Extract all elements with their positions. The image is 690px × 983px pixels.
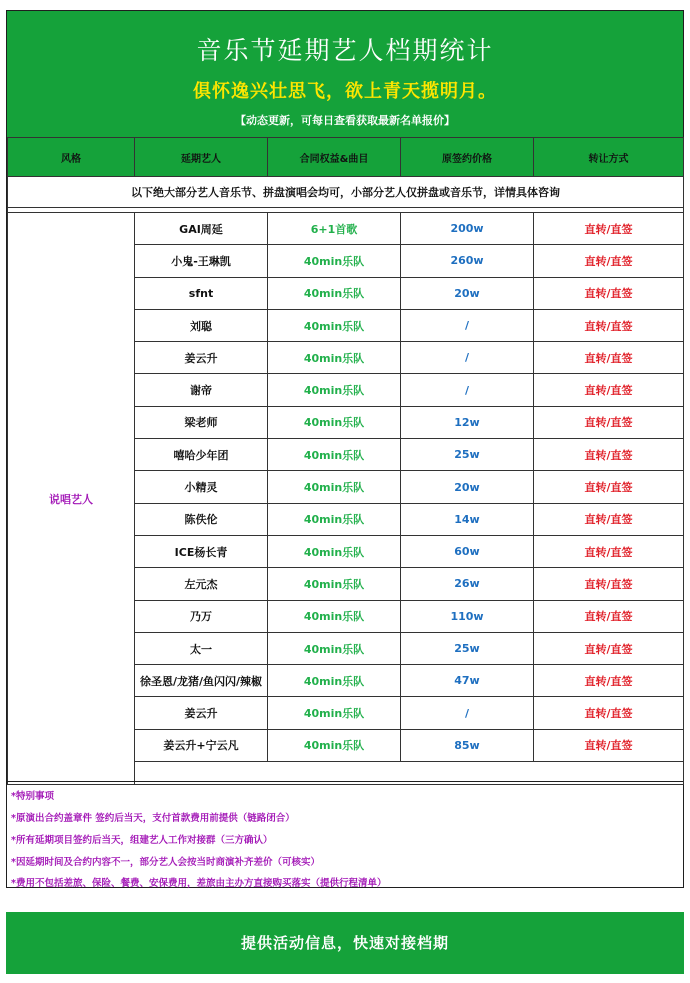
original-price: 110w xyxy=(401,600,534,632)
contract-content: 40min乐队 xyxy=(268,374,401,406)
artist-name: GAI周延 xyxy=(135,213,268,245)
transfer-method: 直转/直签 xyxy=(534,729,684,761)
original-price: 47w xyxy=(401,665,534,697)
contract-content: 40min乐队 xyxy=(268,406,401,438)
contract-content: 40min乐队 xyxy=(268,245,401,277)
slogan: 俱怀逸兴壮思飞，欲上青天揽明月。 xyxy=(193,81,497,102)
contract-content: 40min乐队 xyxy=(268,665,401,697)
note-line: *费用不包括差旅、保险、餐费、安保费用，差旅由主办方直接购买落实（提供行程清单） xyxy=(11,878,387,889)
transfer-method: 直转/直签 xyxy=(534,245,684,277)
column-header-artist: 延期艺人 xyxy=(135,138,268,177)
header-banner xyxy=(7,11,683,138)
original-price: / xyxy=(401,342,534,374)
update-notice: 【动态更新，可每日查看获取最新名单报价】 xyxy=(235,114,455,127)
contract-content: 40min乐队 xyxy=(268,439,401,471)
contract-content: 40min乐队 xyxy=(268,342,401,374)
contract-content: 6+1首歌 xyxy=(268,213,401,245)
artist-name: 小精灵 xyxy=(135,471,268,503)
transfer-method: 直转/直签 xyxy=(534,406,684,438)
original-price: 20w xyxy=(401,277,534,309)
original-price: 260w xyxy=(401,245,534,277)
contract-content: 40min乐队 xyxy=(268,277,401,309)
transfer-method: 直转/直签 xyxy=(534,213,684,245)
transfer-method: 直转/直签 xyxy=(534,277,684,309)
notes-section xyxy=(7,781,683,888)
note-line: *因延期时间及合约内容不一，部分艺人会按当时商演补齐差价（可核实） xyxy=(11,857,320,868)
note-line: *特别事项 xyxy=(11,791,54,802)
artist-name: 姜云升+宁云凡 xyxy=(135,729,268,761)
transfer-method: 直转/直签 xyxy=(534,568,684,600)
artist-name: 姜云升 xyxy=(135,697,268,729)
contract-content: 40min乐队 xyxy=(268,535,401,567)
subnote-text: 以下绝大部分艺人音乐节、拼盘演唱会均可，小部分艺人仅拼盘或音乐节，详情具体咨询 xyxy=(8,177,684,208)
artist-name: ICE杨长青 xyxy=(135,535,268,567)
column-header-style: 风格 xyxy=(8,138,135,177)
subnote-row xyxy=(8,177,684,208)
footer-banner[interactable] xyxy=(6,912,684,974)
artist-name: sfnt xyxy=(135,277,268,309)
contract-content: 40min乐队 xyxy=(268,309,401,341)
column-header-price: 原签约价格 xyxy=(401,138,534,177)
transfer-method: 直转/直签 xyxy=(534,665,684,697)
original-price: 200w xyxy=(401,213,534,245)
transfer-method: 直转/直签 xyxy=(534,697,684,729)
column-header-contract: 合同权益&曲目 xyxy=(268,138,401,177)
page-title: 音乐节延期艺人档期统计 xyxy=(196,36,494,65)
artist-table xyxy=(7,137,684,785)
original-price: / xyxy=(401,697,534,729)
footer-text: 提供活动信息，快速对接档期 xyxy=(240,934,449,952)
contract-content: 40min乐队 xyxy=(268,471,401,503)
contract-content: 40min乐队 xyxy=(268,729,401,761)
schedule-sheet xyxy=(6,10,684,888)
contract-content: 40min乐队 xyxy=(268,600,401,632)
original-price: / xyxy=(401,374,534,406)
artist-name: 刘聪 xyxy=(135,309,268,341)
contract-content: 40min乐队 xyxy=(268,632,401,664)
category-cell: 说唱艺人 xyxy=(8,213,135,785)
transfer-method: 直转/直签 xyxy=(534,342,684,374)
transfer-method: 直转/直签 xyxy=(534,535,684,567)
transfer-method: 直转/直签 xyxy=(534,439,684,471)
original-price: 85w xyxy=(401,729,534,761)
transfer-method: 直转/直签 xyxy=(534,600,684,632)
artist-name: 左元杰 xyxy=(135,568,268,600)
artist-name: 嘻哈少年团 xyxy=(135,439,268,471)
table-row xyxy=(8,213,684,245)
artist-name: 梁老师 xyxy=(135,406,268,438)
artist-name: 徐圣恩/龙猪/鱼闪闪/辣椒 xyxy=(135,665,268,697)
original-price: 14w xyxy=(401,503,534,535)
original-price: / xyxy=(401,309,534,341)
contract-content: 40min乐队 xyxy=(268,568,401,600)
artist-name: 小鬼-王琳凯 xyxy=(135,245,268,277)
contract-content: 40min乐队 xyxy=(268,697,401,729)
original-price: 20w xyxy=(401,471,534,503)
original-price: 26w xyxy=(401,568,534,600)
artist-name: 太一 xyxy=(135,632,268,664)
transfer-method: 直转/直签 xyxy=(534,309,684,341)
original-price: 60w xyxy=(401,535,534,567)
original-price: 25w xyxy=(401,632,534,664)
artist-name: 姜云升 xyxy=(135,342,268,374)
transfer-method: 直转/直签 xyxy=(534,503,684,535)
transfer-method: 直转/直签 xyxy=(534,471,684,503)
column-header-method: 转让方式 xyxy=(534,138,684,177)
artist-name: 陈佚伦 xyxy=(135,503,268,535)
table-header-row xyxy=(8,138,684,177)
artist-name: 谢帝 xyxy=(135,374,268,406)
transfer-method: 直转/直签 xyxy=(534,374,684,406)
contract-content: 40min乐队 xyxy=(268,503,401,535)
original-price: 25w xyxy=(401,439,534,471)
original-price: 12w xyxy=(401,406,534,438)
artist-name: 乃万 xyxy=(135,600,268,632)
transfer-method: 直转/直签 xyxy=(534,632,684,664)
note-line: *原演出合约盖章件 签约后当天，支付首款费用前提供（链路闭合） xyxy=(11,813,295,824)
note-line: *所有延期项目签约后当天，组建艺人工作对接群（三方确认） xyxy=(11,835,273,846)
